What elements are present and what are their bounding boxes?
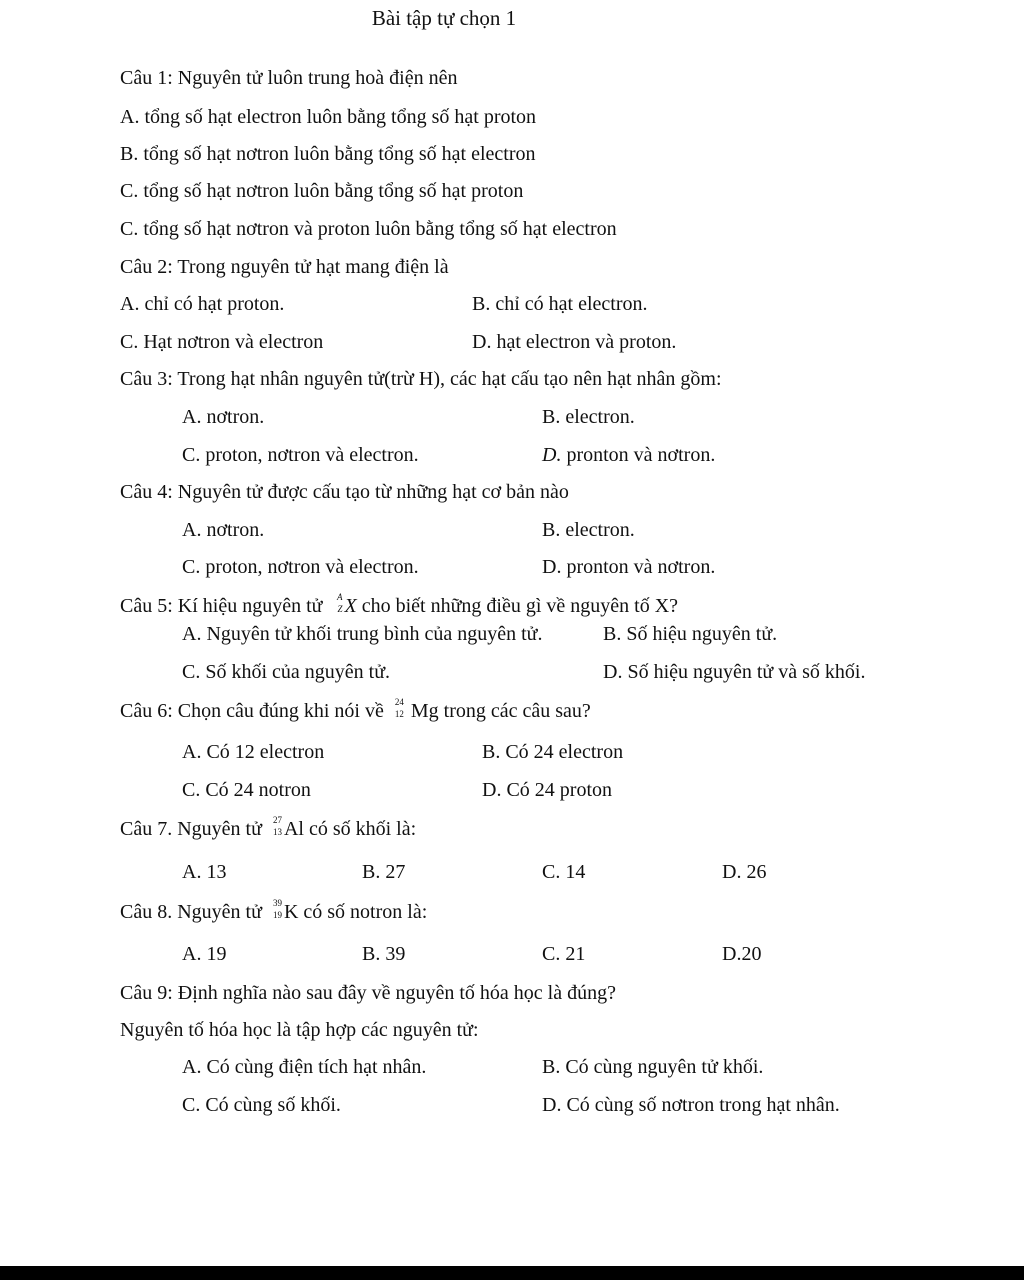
q1-option-c1: C. tổng số hạt nơtron luôn bằng tổng số hạt proton: [120, 180, 524, 202]
q8-suffix: K có số notron là:: [283, 901, 428, 923]
q4-option-a: A. nơtron.: [182, 519, 265, 541]
q6-nuclide-notation: [390, 699, 404, 721]
q8-nuclide-notation: [268, 900, 282, 922]
q5-nuclide-notation: [328, 594, 342, 616]
q7-nuclide-notation: [268, 817, 282, 839]
q6-option-a: A. Có 12 electron: [182, 741, 325, 763]
q2-option-b: B. chỉ có hạt electron.: [472, 293, 648, 315]
q4-option-c: C. proton, nơtron và electron.: [182, 556, 419, 578]
q8-mass-number: 39: [272, 898, 282, 908]
q5-option-b: B. Số hiệu nguyên tử.: [603, 623, 778, 645]
q8-option-d: D.20: [722, 943, 762, 965]
q9-option-a: A. Có cùng điện tích hạt nhân.: [182, 1056, 427, 1078]
q7-prefix: Câu 7. Nguyên tử: [120, 818, 262, 840]
q7-mass-number: 27: [272, 815, 282, 825]
q3-option-d: [542, 443, 715, 467]
q9-option-d: D. Có cùng số nơtron trong hạt nhân.: [542, 1094, 840, 1116]
q5-prefix: Câu 5: Kí hiệu nguyên tử: [120, 595, 323, 617]
q5-option-d: D. Số hiệu nguyên tử và số khối.: [603, 661, 866, 683]
q6-option-b: B. Có 24 electron: [482, 741, 624, 763]
q8-atomic-number: 19: [272, 910, 282, 920]
question-4: Câu 4: Nguyên tử được cấu tạo từ những hạt cơ bản nào: [120, 481, 569, 503]
question-1: Câu 1: Nguyên tử luôn trung hoà điện nên: [120, 67, 458, 89]
q5-option-a: A. Nguyên tử khối trung bình của nguyên tử.: [182, 623, 543, 645]
question-3: Câu 3: Trong hạt nhân nguyên tử(trừ H), các hạt cấu tạo nên hạt nhân gồm:: [120, 368, 722, 390]
q2-option-d: D. hạt electron và proton.: [472, 331, 677, 353]
question-6: [120, 699, 591, 723]
q7-option-c: C. 14: [542, 861, 586, 883]
q2-option-c: C. Hạt nơtron và electron: [120, 331, 324, 353]
question-2: Câu 2: Trong nguyên tử hạt mang điện là: [120, 256, 449, 278]
q6-option-d: D. Có 24 proton: [482, 779, 612, 801]
question-7: [120, 817, 416, 841]
q5-option-c: C. Số khối của nguyên tử.: [182, 661, 391, 683]
q8-option-b: B. 39: [362, 943, 406, 965]
q7-option-b: B. 27: [362, 861, 406, 883]
question-9: Câu 9: Định nghĩa nào sau đây về nguyên tố hóa học là đúng?: [120, 982, 616, 1004]
q1-option-b: B. tổng số hạt nơtron luôn bằng tổng số hạt electron: [120, 143, 536, 165]
q8-prefix: Câu 8. Nguyên tử: [120, 901, 262, 923]
q3-option-d-letter: D.: [542, 444, 562, 466]
bottom-black-bar: [0, 1266, 1024, 1280]
q7-suffix: Al có số khối là:: [283, 818, 417, 840]
q9-option-c: C. Có cùng số khối.: [182, 1094, 341, 1116]
q6-mass-number: 24: [394, 697, 404, 707]
q5-symbol: X: [344, 595, 357, 617]
q4-option-d: D. pronton và nơtron.: [542, 556, 716, 578]
q5-suffix: cho biết những điều gì về nguyên tố X?: [356, 595, 679, 617]
q6-prefix: Câu 6: Chọn câu đúng khi nói về: [120, 700, 384, 722]
q6-option-c: C. Có 24 notron: [182, 779, 311, 801]
q4-option-b: B. electron.: [542, 519, 635, 541]
q3-option-d-text: pronton và nơtron.: [561, 444, 716, 466]
q7-option-a: A. 13: [182, 861, 227, 883]
q6-atomic-number: 12: [394, 709, 404, 719]
q3-option-c: C. proton, nơtron và electron.: [182, 444, 419, 466]
q8-option-c: C. 21: [542, 943, 586, 965]
q5-mass-number: A: [336, 592, 343, 602]
q9-stem: Nguyên tố hóa học là tập hợp các nguyên tử:: [120, 1019, 479, 1041]
q3-option-b: B. electron.: [542, 406, 635, 428]
q7-atomic-number: 13: [272, 827, 282, 837]
q7-option-d: D. 26: [722, 861, 767, 883]
q5-atomic-number: Z: [337, 604, 343, 614]
question-5: [120, 594, 678, 618]
q9-option-b: B. Có cùng nguyên tử khối.: [542, 1056, 764, 1078]
page-title: Bài tập tự chọn 1: [371, 6, 517, 30]
q1-option-a: A. tổng số hạt electron luôn bằng tổng số hạt proton: [120, 106, 537, 128]
q2-option-a: A. chỉ có hạt proton.: [120, 293, 285, 315]
q8-option-a: A. 19: [182, 943, 227, 965]
q1-option-c2: C. tổng số hạt nơtron và proton luôn bằng tổng số hạt electron: [120, 218, 617, 240]
q3-option-a: A. nơtron.: [182, 406, 265, 428]
q6-suffix: Mg trong các câu sau?: [405, 700, 591, 722]
question-8: [120, 900, 427, 924]
